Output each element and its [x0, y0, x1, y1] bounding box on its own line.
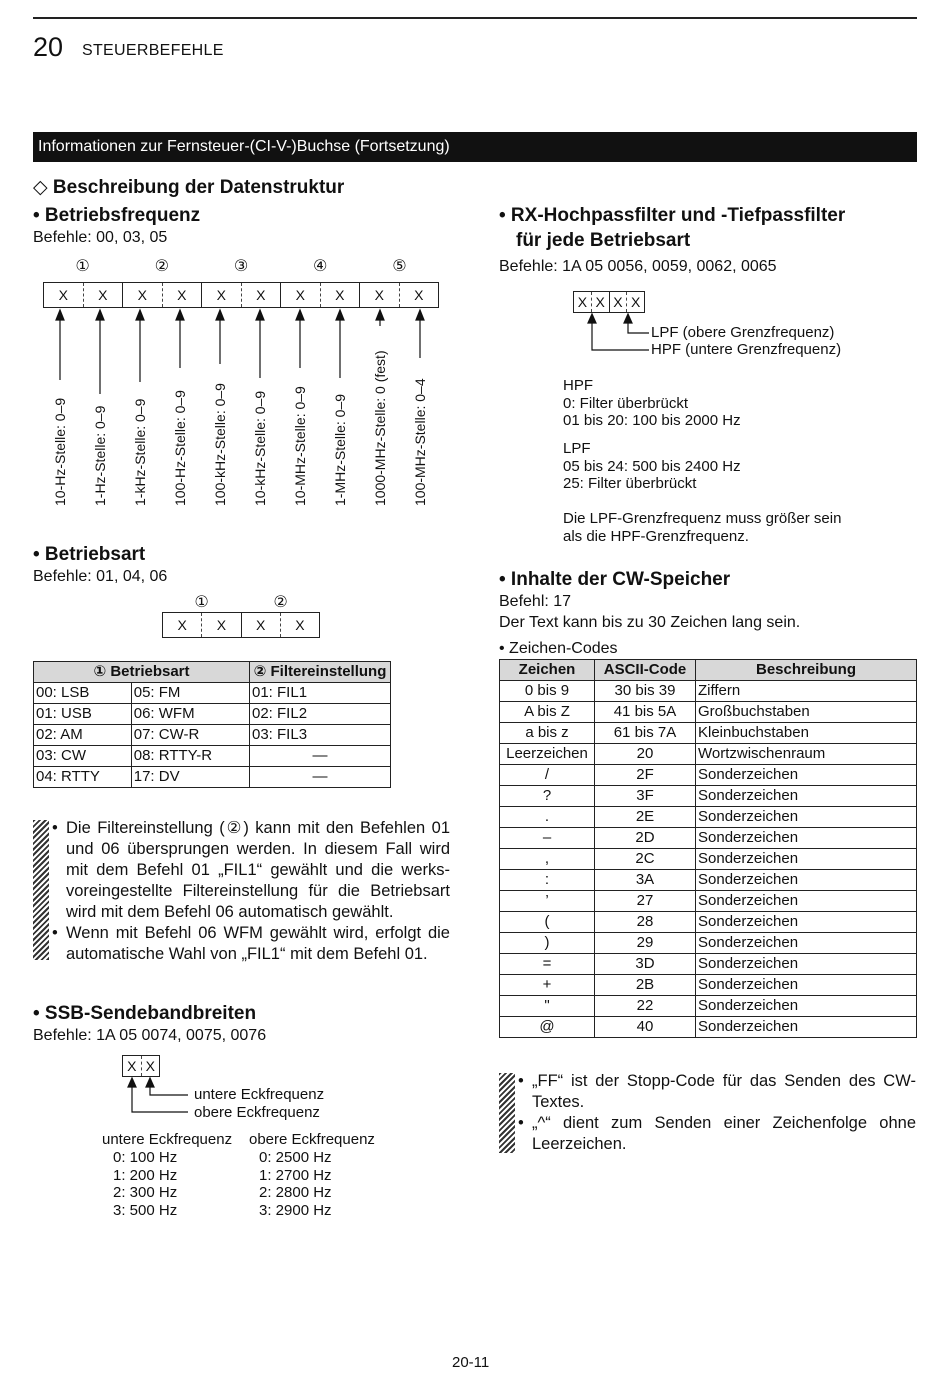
- ssb-arrow-label: obere Eckfrequenz: [194, 1104, 320, 1121]
- group-marker: ①: [194, 594, 209, 611]
- char-cell: 0 bis 9: [500, 681, 595, 702]
- desc-cell: Sonderzeichen: [696, 933, 917, 954]
- digit-cell: X: [320, 283, 360, 307]
- footer-page-number: 20-11: [452, 1354, 490, 1371]
- ascii-cell: 2D: [595, 828, 696, 849]
- desc-cell: Kleinbuchstaben: [696, 723, 917, 744]
- table-row: [500, 996, 917, 1017]
- digit-cell: X: [58, 287, 68, 303]
- ascii-cell: 2E: [595, 807, 696, 828]
- digit-cell: X: [162, 283, 202, 307]
- cw-notes: [518, 1071, 916, 1155]
- table-row: 04: RTTY 17: DV —: [34, 767, 391, 788]
- desc-cell: Sonderzeichen: [696, 849, 917, 870]
- table-header: ASCII-Code: [595, 660, 696, 681]
- desc-cell: Sonderzeichen: [696, 1017, 917, 1038]
- char-cell: ’: [500, 891, 595, 912]
- mode-diagram: [162, 592, 320, 638]
- frequency-box: [43, 282, 439, 308]
- char-cell: a bis z: [500, 723, 595, 744]
- page-title: STEUERBEFEHLE: [82, 42, 224, 59]
- rx-filter-commands: Befehle: 1A 05 0056, 0059, 0062, 0065: [499, 258, 777, 275]
- ssb-heading: • SSB-Sendebandbreiten: [33, 1003, 257, 1024]
- rx-filter-heading: • RX-Hochpassfilter und -Tiefpassfilter für jede Betriebsart: [499, 205, 846, 251]
- digit-label: 100-kHz-Stelle: 0–9: [212, 383, 228, 506]
- digit-cell: X: [399, 283, 439, 307]
- digit-label: 1-kHz-Stelle: 0–9: [132, 398, 148, 506]
- table-row: [500, 870, 917, 891]
- cw-command: Befehl: 17: [499, 593, 572, 610]
- ssb-lower-list: 0: 100 Hz 1: 200 Hz 2: 300 Hz 3: 500 Hz: [113, 1149, 178, 1219]
- desc-cell: Sonderzeichen: [696, 954, 917, 975]
- table-row: [500, 933, 917, 954]
- ascii-cell: 22: [595, 996, 696, 1017]
- digit-cell: X: [241, 283, 281, 307]
- digit-label: 10-MHz-Stelle: 0–9: [292, 386, 308, 506]
- top-rule: [33, 17, 917, 19]
- group-marker: ④: [313, 258, 328, 275]
- ssb-upper-list: 0: 2500 Hz 1: 2700 Hz 2: 2800 Hz 3: 2900 Hz: [259, 1149, 332, 1219]
- mode-box: [162, 612, 320, 638]
- digit-label: 10-kHz-Stelle: 0–9: [252, 390, 268, 506]
- table-header: ② Filtereinstellung: [250, 662, 391, 683]
- digit-label: 100-MHz-Stelle: 0–4: [412, 378, 428, 506]
- digit-cell: X: [280, 613, 319, 637]
- table-row: [500, 828, 917, 849]
- table-row: [500, 891, 917, 912]
- digit-cell: X: [83, 283, 123, 307]
- table-row: [500, 1017, 917, 1038]
- group-marker: ②: [273, 594, 288, 611]
- ascii-cell: 27: [595, 891, 696, 912]
- table-row: 01: USB 06: WFM 02: FIL2: [34, 704, 391, 725]
- char-cell: ,: [500, 849, 595, 870]
- frequency-commands: Befehle: 00, 03, 05: [33, 229, 168, 246]
- cw-table-body: [500, 681, 917, 1038]
- char-cell: /: [500, 765, 595, 786]
- digit-cell: X: [295, 287, 305, 303]
- page-number: 20: [33, 32, 64, 62]
- note-item: • „^“ dient zum Senden einer Zeichenfolge ohne Leerzeichen.: [518, 1113, 916, 1155]
- cw-description: Der Text kann bis zu 30 Zeichen lang sein.: [499, 614, 801, 631]
- lpf-block: LPF 05 bis 24: 500 bis 2400 Hz 25: Filter überbrückt: [563, 440, 741, 492]
- ssb-box: [122, 1055, 160, 1077]
- desc-cell: Wortzwischenraum: [696, 744, 917, 765]
- desc-cell: Sonderzeichen: [696, 996, 917, 1017]
- digit-label: 1-MHz-Stelle: 0–9: [332, 393, 348, 506]
- desc-cell: Sonderzeichen: [696, 765, 917, 786]
- ascii-cell: 30 bis 39: [595, 681, 696, 702]
- table-header: Zeichen: [500, 660, 595, 681]
- group-marker: ⑤: [392, 258, 407, 275]
- digit-cell: X: [137, 287, 147, 303]
- char-cell: +: [500, 975, 595, 996]
- digit-cell: X: [626, 292, 644, 312]
- table-row: [500, 765, 917, 786]
- digit-label: 10-Hz-Stelle: 0–9: [52, 397, 68, 506]
- char-cell: (: [500, 912, 595, 933]
- digit-cell: X: [613, 294, 623, 310]
- char-cell: –: [500, 828, 595, 849]
- group-marker: ③: [233, 258, 249, 275]
- char-cell: A bis Z: [500, 702, 595, 723]
- ascii-cell: 20: [595, 744, 696, 765]
- desc-cell: Sonderzeichen: [696, 828, 917, 849]
- hpf-block: HPF 0: Filter überbrückt 01 bis 20: 100 bis 2000 Hz: [563, 377, 741, 429]
- ascii-cell: 40: [595, 1017, 696, 1038]
- cw-heading: • Inhalte der CW-Speicher: [499, 569, 731, 590]
- char-cell: ?: [500, 786, 595, 807]
- table-row: [500, 975, 917, 996]
- desc-cell: Sonderzeichen: [696, 912, 917, 933]
- ssb-col-header: untere Eckfrequenz: [102, 1131, 233, 1148]
- desc-cell: Sonderzeichen: [696, 891, 917, 912]
- ssb-arrows: [122, 1076, 192, 1116]
- mode-commands: Befehle: 01, 04, 06: [33, 568, 168, 585]
- ssb-col-header: obere Eckfrequenz: [249, 1131, 375, 1148]
- table-row: 03: CW 08: RTTY-R —: [34, 746, 391, 767]
- mode-notes: [52, 818, 450, 965]
- rx-arrow-label: LPF (obere Grenzfrequenz): [651, 324, 835, 341]
- char-cell: @: [500, 1017, 595, 1038]
- mode-heading: • Betriebsart: [33, 544, 146, 565]
- table-row: 02: AM 07: CW-R 03: FIL3: [34, 725, 391, 746]
- note-hatch: [499, 1073, 515, 1153]
- digit-cell: X: [216, 287, 226, 303]
- ascii-cell: 2C: [595, 849, 696, 870]
- digit-label: 1-Hz-Stelle: 0–9: [92, 405, 108, 506]
- diamond-icon: ◇: [33, 177, 48, 198]
- table-row: 00: LSB 05: FM 01: FIL1: [34, 683, 391, 704]
- lpf-note: Die LPF-Grenzfrequenz muss größer sein als die HPF-Grenzfrequenz.: [563, 510, 842, 545]
- char-cell: Leerzeichen: [500, 744, 595, 765]
- frequency-heading: • Betriebsfrequenz: [33, 205, 201, 226]
- digit-cell: X: [201, 613, 240, 637]
- ascii-cell: 28: [595, 912, 696, 933]
- cw-codes-label: • Zeichen-Codes: [499, 640, 618, 657]
- desc-cell: Sonderzeichen: [696, 807, 917, 828]
- rx-filter-box: [573, 291, 645, 313]
- desc-cell: Ziffern: [696, 681, 917, 702]
- desc-cell: Sonderzeichen: [696, 870, 917, 891]
- ascii-cell: 29: [595, 933, 696, 954]
- ascii-cell: 3D: [595, 954, 696, 975]
- digit-cell: X: [591, 292, 609, 312]
- ssb-commands: Befehle: 1A 05 0074, 0075, 0076: [33, 1027, 267, 1044]
- table-row: [500, 786, 917, 807]
- table-row: [500, 954, 917, 975]
- table-header: Beschreibung: [696, 660, 917, 681]
- digit-label: 100-Hz-Stelle: 0–9: [172, 390, 188, 506]
- digit-cell: X: [177, 617, 187, 633]
- ascii-cell: 41 bis 5A: [595, 702, 696, 723]
- ascii-cell: 2B: [595, 975, 696, 996]
- char-cell: :: [500, 870, 595, 891]
- structure-heading: ◇ Beschreibung der Datenstruktur: [33, 177, 345, 198]
- table-row: [500, 681, 917, 702]
- char-cell: .: [500, 807, 595, 828]
- cw-table: [499, 659, 917, 1038]
- group-marker: ②: [154, 258, 169, 275]
- ascii-cell: 2F: [595, 765, 696, 786]
- desc-cell: Großbuchstaben: [696, 702, 917, 723]
- table-row: [500, 702, 917, 723]
- table-row: [500, 723, 917, 744]
- digit-cell: X: [141, 1056, 160, 1076]
- char-cell: =: [500, 954, 595, 975]
- note-item: • Die Filtereinstellung (②) kann mit den Befehlen 01 und 06 übersprungen werden. In diesem Fall wird mit dem Befehl 01 „FIL1“ gewählt und die werks-voreingestellte Filtereinstellung für die Betriebsart wird mit dem Befehl 06 automatisch gewählt.: [52, 818, 450, 923]
- frequency-diagram: [43, 256, 439, 308]
- ascii-cell: 61 bis 7A: [595, 723, 696, 744]
- table-row: [500, 744, 917, 765]
- desc-cell: Sonderzeichen: [696, 786, 917, 807]
- table-row: [500, 849, 917, 870]
- char-cell: ): [500, 933, 595, 954]
- table-header: ① Betriebsart: [34, 662, 250, 683]
- digit-cell: X: [255, 617, 266, 633]
- table-row: [500, 912, 917, 933]
- ascii-cell: 3F: [595, 786, 696, 807]
- desc-cell: Sonderzeichen: [696, 975, 917, 996]
- digit-cell: X: [127, 1058, 137, 1074]
- char-cell: ": [500, 996, 595, 1017]
- digit-label: 1000-MHz-Stelle: 0 (fest): [372, 350, 388, 506]
- rx-arrow-label: HPF (untere Grenzfrequenz): [651, 341, 842, 358]
- section-bar: Informationen zur Fernsteuer-(CI-V-)Buchse (Fortsetzung): [33, 132, 917, 162]
- note-hatch: [33, 820, 49, 960]
- digit-cell: X: [577, 294, 588, 310]
- group-marker: ①: [75, 258, 90, 275]
- digit-cell: X: [374, 287, 384, 303]
- mode-table: [33, 661, 391, 788]
- note-item: • Wenn mit Befehl 06 WFM gewählt wird, erfolgt die automatische Wahl von „FIL1“ mit dem Befehl 01.: [52, 923, 450, 965]
- table-row: [500, 807, 917, 828]
- ascii-cell: 3A: [595, 870, 696, 891]
- note-item: • „FF“ ist der Stopp-Code für das Senden des CW-Textes.: [518, 1071, 916, 1113]
- ssb-arrow-label: untere Eckfrequenz: [194, 1086, 325, 1103]
- rx-filter-arrows: [583, 312, 653, 354]
